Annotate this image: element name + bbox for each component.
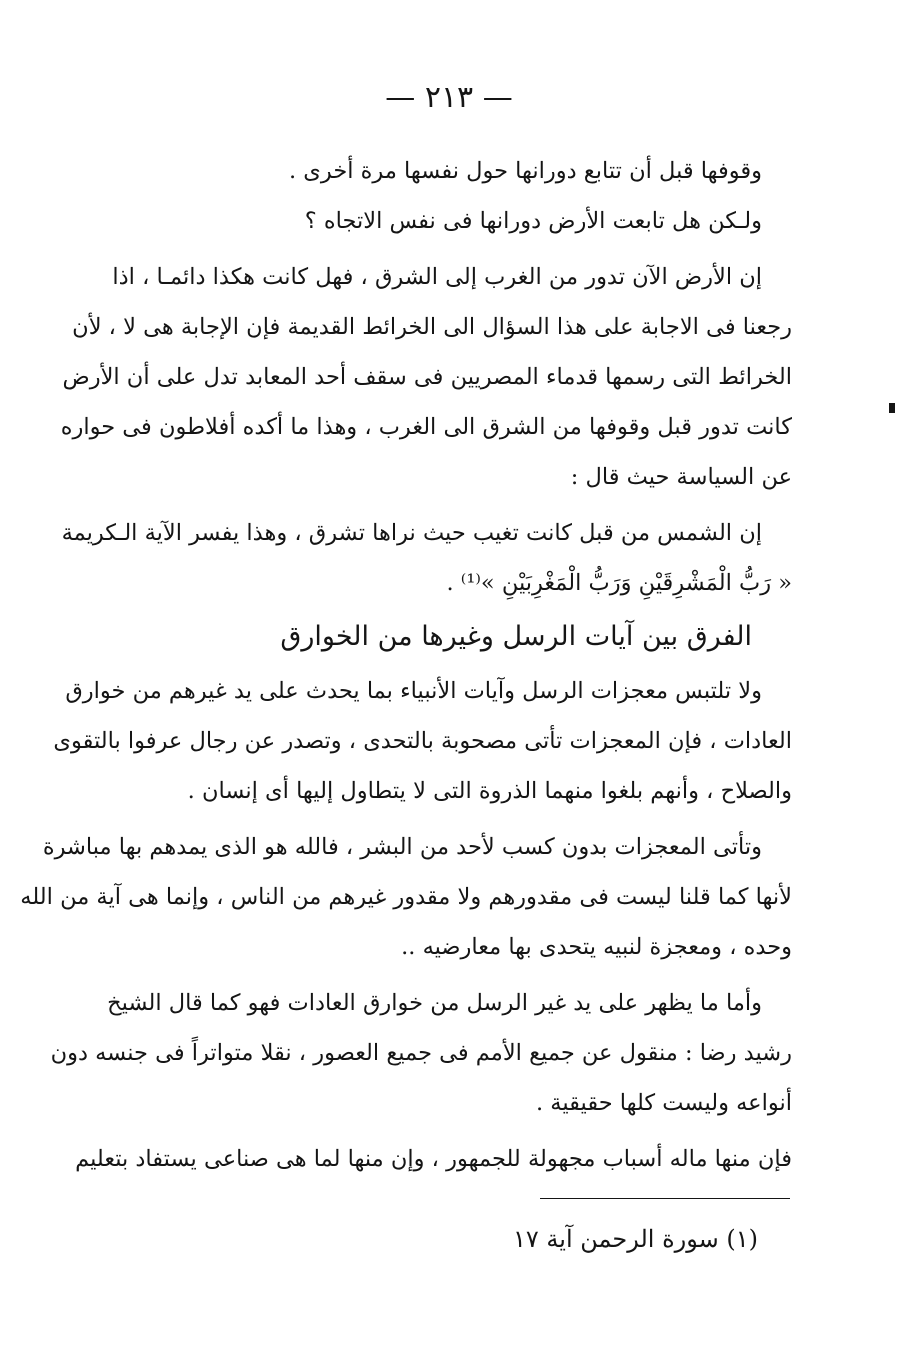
- text-line: العادات ، فإن المعجزات تأتى مصحوبة بالتحدى ، وتصدر عن رجال عرفوا بالتقوى: [53, 728, 792, 754]
- paragraph-3: [60, 252, 792, 502]
- text-line: إن الأرض الآن تدور من الغرب إلى الشرق ، فهل كانت هكذا دائمـا ، اذا: [112, 264, 762, 290]
- page-body: [20, 146, 792, 1184]
- section-heading: الفرق بين آيات الرسل وغيرها من الخوارق: [280, 621, 752, 652]
- text-line: وأما ما يظهر على يد غير الرسل من خوارق العادات فهو كما قال الشيخ: [107, 990, 762, 1016]
- paragraph-7: [50, 978, 792, 1128]
- text-line: فإن منها ماله أسباب مجهولة للجمهور ، وإن منها لما هى صناعى يستفاد بتعليم: [75, 1146, 792, 1172]
- paragraph-2: [120, 196, 792, 246]
- text-line: الخرائط التى رسمها قدماء المصريين فى سقف أحد المعابد تدل على أن الأرض: [62, 364, 792, 390]
- text-line: رجعنا فى الاجابة على هذا السؤال الى الخرائط القديمة فإن الإجابة هى لا ، لأن: [72, 314, 792, 340]
- text-line: وتأتى المعجزات بدون كسب لأحد من البشر ، فالله هو الذى يمدهم بها مباشرة: [42, 834, 762, 860]
- text-line: ولـكن هل تابعت الأرض دورانها فى نفس الاتجاه ؟: [304, 208, 762, 234]
- quran-verse-line: « رَبُّ الْمَشْرِقَيْنِ وَرَبُّ الْمَغْرِبَيْنِ »⁽¹⁾ .: [446, 570, 792, 596]
- text-line: أنواعه وليست كلها حقيقية .: [535, 1090, 792, 1116]
- paragraph-1: [120, 146, 792, 196]
- text-line: وقوفها قبل أن تتابع دورانها حول نفسها مرة أخرى .: [288, 158, 762, 184]
- scan-mark: [889, 403, 895, 413]
- text-line: لأنها كما قلنا ليست فى مقدورهم ولا مقدور غيرهم من الناس ، وإنما هى آية من الله: [20, 884, 792, 910]
- text-line: والصلاح ، وأنهم بلغوا منهما الذروة التى لا يتطاول إليها أى إنسان .: [187, 778, 792, 804]
- paragraph-6: [20, 822, 792, 972]
- paragraph-4: [61, 508, 792, 608]
- text-line: عن السياسة حيث قال :: [570, 464, 792, 490]
- paragraph-8: [75, 1134, 792, 1184]
- text-line: كانت تدور قبل وقوفها من الشرق الى الغرب ، وهذا ما أكده أفلاطون فى حواره: [60, 414, 792, 440]
- paragraph-5: [53, 666, 792, 816]
- text-line: وحده ، ومعجزة لنبيه يتحدى بها معارضيه ..: [401, 934, 792, 960]
- text-line: ولا تلتبس معجزات الرسل وآيات الأنبياء بما يحدث على يد غيرهم من خوارق: [65, 678, 762, 704]
- page-number: — ٢١٣ —: [385, 80, 513, 115]
- footnote: (١) سورة الرحمن آية ١٧: [512, 1225, 758, 1253]
- text-line: إن الشمس من قبل كانت تغيب حيث نراها تشرق ، وهذا يفسر الآية الـكريمة: [61, 520, 762, 546]
- text-line: رشيد رضا : منقول عن جميع الأمم فى جميع العصور ، نقلا متواتراً فى جنسه دون: [50, 1040, 792, 1066]
- footnote-divider: [540, 1198, 790, 1199]
